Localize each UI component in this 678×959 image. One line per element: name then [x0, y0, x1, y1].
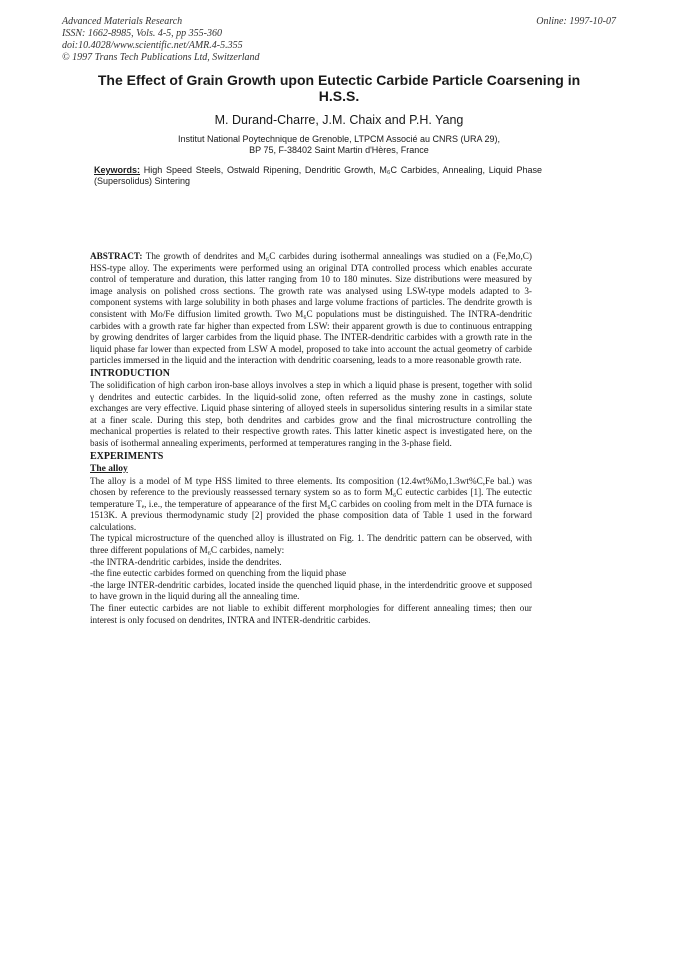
abstract-label: ABSTRACT: — [90, 251, 143, 261]
keywords-label: Keywords: — [94, 165, 141, 175]
journal-citation — [62, 16, 260, 64]
introduction-text: The solidification of high carbon iron-base alloys involves a step in which a liquid phase is present, together with solid γ dendrites and eutectic carbides. In the liquid-solid zone, often referred as the mushy zone in castings, solute exchanges are very effective. Liquid phase sintering of alloyed steels in supersolidus sintering results in a similar state at a finer scale. During this step, both dendrites and carbides grow and the final microstructure controlling the mechanical properties is related to their respective growth rates. This latter kinetic aspect is investigated here, on the basis of isothermal annealing experiments, performed at temperatures ranging in the 3-phase field. — [90, 379, 532, 448]
list-item: -the fine eutectic carbides formed on quenching from the liquid phase — [90, 568, 347, 579]
conclusion-paragraph: The finer eutectic carbides are not liable to exhibit different morphologies for different annealing times; then our interest is only focused on dendrites, INTRA and INTER-dendritic carbides. — [90, 603, 532, 625]
journal-name: Advanced Materials Research — [62, 16, 183, 27]
list-item: -the large INTER-dendritic carbides, located inside the quenched liquid phase, in the interdendritic groove et supposed to have grown in the liquid during all the annealing time. — [90, 579, 532, 602]
list-item: -the INTRA-dendritic carbides, inside the dendrites. — [90, 556, 282, 567]
alloy-paragraph: The alloy is a model of M type HSS limited to three elements. Its composition (12.4wt%Mo,1.3wt%C,Fe bal.) was chosen by reference to the previously reassessed ternary system so as to form M₆C eutectic carbides [1]. The eutectic temperature Tₑ, i.e., the temperature of appearance of the first M₆C carbides on cooling from melt in the DTA furnace is 1513K. A previous thermodynamic study [2] provided the phase composition data of Table 1 used in the forward calculations. — [90, 475, 532, 532]
online-date: Online: 1997-10-07 — [536, 16, 616, 27]
paper-authors: M. Durand-Charre, J.M. Chaix and P.H. Yang — [214, 113, 464, 127]
section-heading-experiments: EXPERIMENTS — [90, 450, 164, 462]
microstructure-paragraph: The typical microstructure of the quenched alloy is illustrated on Fig. 1. The dendritic pattern can be observed, with three different populations of M₆C carbides, namely: — [90, 533, 532, 556]
section-heading-introduction: INTRODUCTION — [90, 367, 171, 379]
paper-title: The Effect of Grain Growth upon Eutectic Carbide Particle Coarsening in H.S.S. — [97, 72, 581, 104]
keywords-text: High Speed Steels, Ostwald Ripening, Dendritic Growth, M₆C Carbides, Annealing, Liquid Phase (Supersolidus) Sintering — [94, 165, 542, 186]
abstract-text: The growth of dendrites and M₆C carbides during isothermal annealings was studied on a (Fe,Mo,C) HSS-type alloy. The experiments were performed using an original DTA controlled process which enables accurate control of temperature and duration, this latter ranging from 10 to 180 minutes. Size distributions were measured by image analysis on polished cross sections. The growth rate was analysed using LSW-type models adapted to 3-component systems with large solubility in both phases and large volume fractions of particles. The dendrite growth is consistent with Mo/Fe diffusion limited growth. Two M₆C populations must be distinguished. The INTRA-dendritic carbides with a growth rate far higher than expected from LSW: their apparent growth is due to continuous entrapping by growing dendrites of larger carbides from the liquid phase. The INTER-dendritic carbides with a growth rate in the liquid phase far lower than expected from LSW A model, proposed to take into account the actual geometry of carbide particles immersed in the liquid and the interaction with dendritic coarsening, leads to a more reasonable growth rate. — [90, 251, 532, 366]
affiliation — [80, 134, 598, 156]
affiliation-line: Institut National Poytechnique de Grenoble, LTPCM Associé au CNRS (URA 29), — [178, 134, 500, 144]
journal-doi[interactable]: doi:10.4028/www.scientific.net/AMR.4-5.355 — [62, 40, 243, 51]
subsection-heading-alloy: The alloy — [90, 463, 128, 474]
paper-body — [90, 251, 532, 626]
journal-issn: ISSN: 1662-8985, Vols. 4-5, pp 355-360 — [62, 28, 222, 39]
affiliation-line: BP 75, F-38402 Saint Martin d'Hères, France — [249, 145, 429, 155]
abstract — [90, 251, 532, 367]
journal-copyright: © 1997 Trans Tech Publications Ltd, Switzerland — [62, 52, 260, 63]
keywords-block — [94, 165, 542, 187]
